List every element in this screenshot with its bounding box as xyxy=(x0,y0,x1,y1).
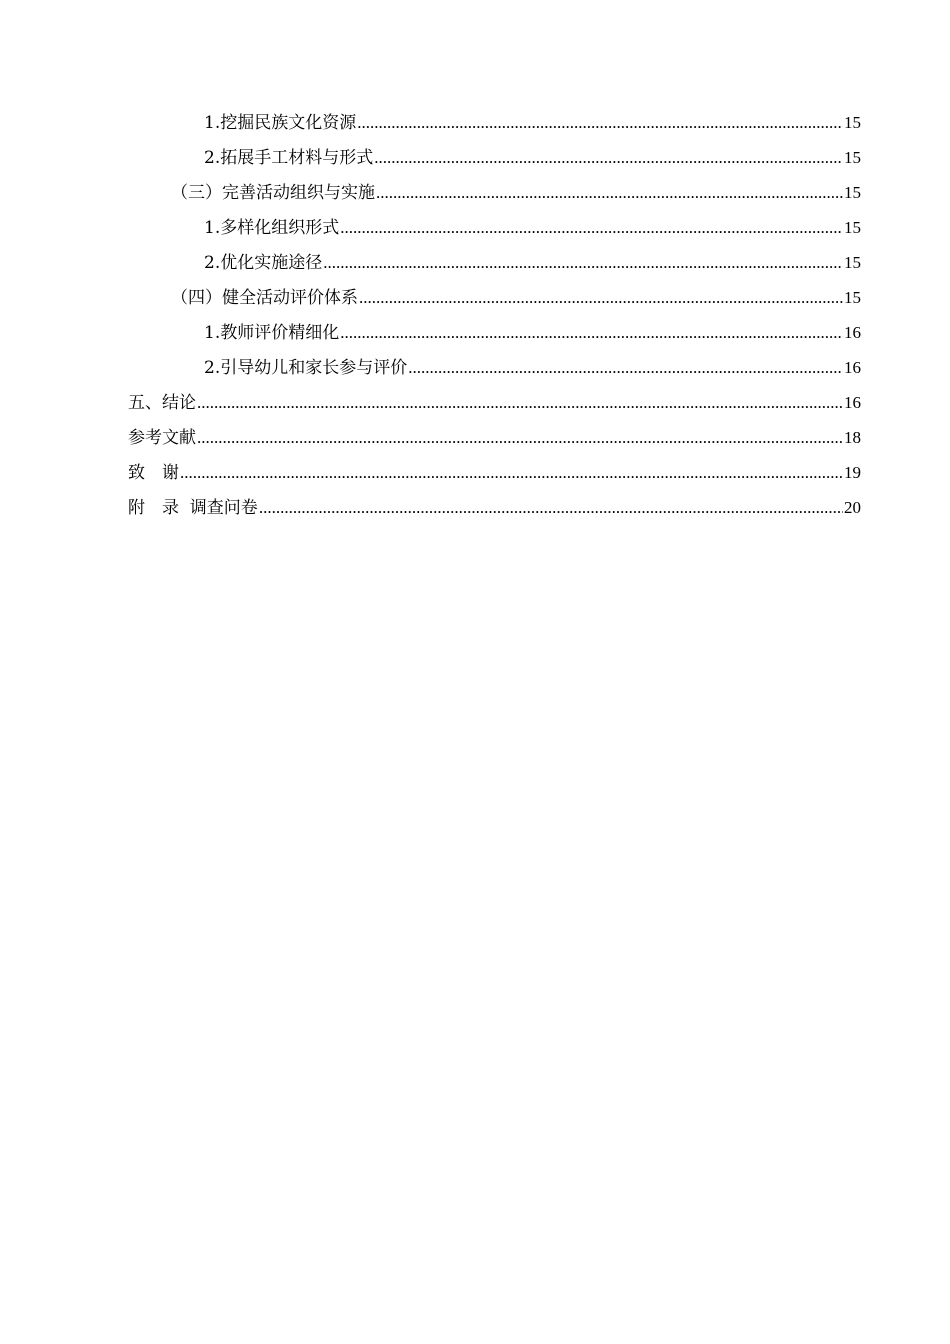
toc-dot-leader xyxy=(340,218,843,238)
toc-entry-title: 1.多样化组织形式 xyxy=(204,218,340,238)
toc-dot-leader xyxy=(340,323,843,343)
toc-page-number: 16 xyxy=(844,393,861,412)
toc-page-number: 15 xyxy=(844,288,861,307)
toc-entry-title: （三）完善活动组织与实施 xyxy=(171,183,375,203)
toc-page-number: 16 xyxy=(844,358,861,377)
toc-entry[interactable] xyxy=(128,353,861,388)
toc-page-number: 15 xyxy=(844,148,861,167)
toc-entry-title: 致 谢 xyxy=(128,463,179,483)
toc-entry[interactable] xyxy=(128,108,861,143)
toc-page-number: 15 xyxy=(844,183,861,202)
toc-entry[interactable] xyxy=(128,493,861,528)
toc-entry[interactable] xyxy=(128,143,861,178)
toc-entry[interactable] xyxy=(128,318,861,353)
toc-dot-leader xyxy=(180,463,843,483)
toc-page-number: 16 xyxy=(844,323,861,342)
toc-entry[interactable] xyxy=(128,283,861,318)
toc-entry-title: 五、结论 xyxy=(128,393,196,413)
toc-entry-title: 2.优化实施途径 xyxy=(204,253,323,273)
toc-dot-leader xyxy=(376,183,843,203)
toc-dot-leader xyxy=(197,428,843,448)
toc-page-number: 15 xyxy=(844,218,861,237)
toc-entry-title: 1.挖掘民族文化资源 xyxy=(204,113,357,133)
toc-page-number: 20 xyxy=(844,498,861,517)
toc-entry[interactable] xyxy=(128,248,861,283)
toc-entry-title: 附 录 调查问卷 xyxy=(128,498,258,518)
toc-entry-title: 2.引导幼儿和家长参与评价 xyxy=(204,358,408,378)
toc-dot-leader xyxy=(408,358,843,378)
toc-page-number: 15 xyxy=(844,253,861,272)
toc-entry[interactable] xyxy=(128,213,861,248)
toc-entry-title: 1.教师评价精细化 xyxy=(204,323,340,343)
toc-dot-leader xyxy=(259,498,843,518)
toc-entry-title: 参考文献 xyxy=(128,428,196,448)
toc-dot-leader xyxy=(374,148,843,168)
toc-dot-leader xyxy=(323,253,843,273)
toc-entry[interactable] xyxy=(128,458,861,493)
toc-page-number: 19 xyxy=(844,463,861,482)
toc-dot-leader xyxy=(359,288,843,308)
toc-entry[interactable] xyxy=(128,178,861,213)
toc-entry-title: （四）健全活动评价体系 xyxy=(171,288,358,308)
table-of-contents xyxy=(128,108,861,528)
toc-page-number: 18 xyxy=(844,428,861,447)
toc-entry[interactable] xyxy=(128,423,861,458)
toc-page-number: 15 xyxy=(844,113,861,132)
toc-entry[interactable] xyxy=(128,388,861,423)
toc-dot-leader xyxy=(357,113,843,133)
toc-entry-title: 2.拓展手工材料与形式 xyxy=(204,148,374,168)
toc-dot-leader xyxy=(197,393,843,413)
